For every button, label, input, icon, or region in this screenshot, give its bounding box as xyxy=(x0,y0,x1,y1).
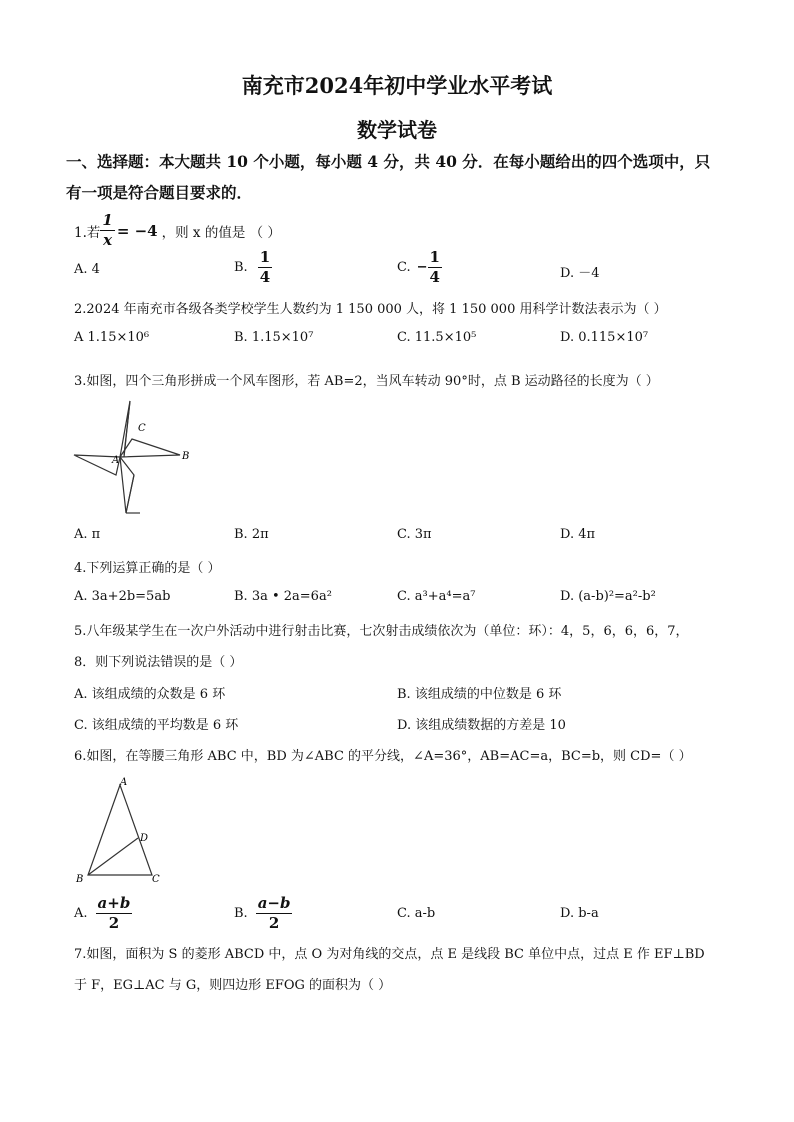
q1-b-den: 4 xyxy=(259,268,271,286)
exam-subtitle: 数学试卷 xyxy=(357,118,437,142)
q1-suffix: ，则 x 的值是 （ ） xyxy=(161,224,281,241)
question-7-line2: 于 F，EG⊥AC 与 G，则四边形 EFOG 的面积为（ ） xyxy=(74,978,392,993)
q5-option-b: B. 该组成绩的中位数是 6 环 xyxy=(397,687,562,702)
section-heading-line2: 有一项是符合题目要求的． xyxy=(66,183,253,202)
q1-option-d: D. －4 xyxy=(560,266,600,281)
question-1 xyxy=(74,213,281,248)
section-heading-line1: 一、选择题：本大题共 10 个小题，每小题 4 分，共 40 分．在每小题给出的四个选项中，只 xyxy=(66,152,711,171)
question-5-line2: 8．则下列说法错误的是（ ） xyxy=(74,655,243,670)
q1-frac-den: x xyxy=(103,231,113,249)
q1-b-num: 1 xyxy=(259,248,271,266)
q1-c-den: 4 xyxy=(429,268,440,286)
question-3: 3.如图，四个三角形拼成一个风车图形，若 AB=2，当风车转动 90°时，点 B 运动路径的长度为（ ） xyxy=(74,374,659,389)
q1-option-c-sign: − xyxy=(416,260,428,275)
bisector-bd xyxy=(88,838,138,875)
q4-option-d: D. (a-b)²=a²-b² xyxy=(560,589,656,604)
q1-option-a: A. 4 xyxy=(74,262,100,277)
q2-option-c: C. 11.5×10⁵ xyxy=(397,330,477,345)
q6-a-den: 2 xyxy=(108,914,120,932)
q1-c-num: 1 xyxy=(429,248,440,266)
isosceles-triangle-figure xyxy=(70,775,165,887)
q1-option-b-frac xyxy=(258,250,272,285)
q6-option-b-label: B. xyxy=(234,906,248,921)
q6-option-d: D. b-a xyxy=(560,906,599,921)
q6-point-c-label: C xyxy=(152,874,160,885)
q6-b-num: a−b xyxy=(257,894,291,912)
q5-option-a: A. 该组成绩的众数是 6 环 xyxy=(74,687,226,702)
q3-point-b-label: B xyxy=(182,451,190,462)
q4-option-c: C. a³+a⁴=a⁷ xyxy=(397,589,476,604)
q2-option-d: D. 0.115×10⁷ xyxy=(560,330,649,345)
question-2: 2.2024 年南充市各级各类学校学生人数约为 1 150 000 人，将 1 150 000 用科学计数法表示为（ ） xyxy=(74,302,667,317)
q1-option-b-label: B. xyxy=(234,260,248,275)
q3-option-a: A. π xyxy=(74,527,101,542)
q6-option-b-frac xyxy=(256,896,293,931)
q3-point-a-label: A xyxy=(112,455,120,466)
pinwheel-right-blade xyxy=(120,439,180,457)
q2-option-b: B. 1.15×10⁷ xyxy=(234,330,314,345)
question-6: 6.如图，在等腰三角形 ABC 中，BD 为∠ABC 的平分线，∠A=36°，AB=AC=a，BC=b，则 CD=（ ） xyxy=(74,749,692,764)
q3-option-d: D. 4π xyxy=(560,527,596,542)
q1-frac-num: 1 xyxy=(102,211,113,229)
q6-point-d-label: D xyxy=(140,833,149,844)
q6-option-a-frac xyxy=(96,896,133,931)
q5-option-d: D. 该组成绩数据的方差是 10 xyxy=(397,718,566,733)
q6-point-a-label: A xyxy=(120,777,128,788)
q1-prefix: 1.若 xyxy=(74,224,101,241)
q6-option-c: C. a-b xyxy=(397,906,436,921)
q1-equation: = −4 xyxy=(116,221,158,240)
q4-option-a: A. 3a+2b=5ab xyxy=(74,589,171,604)
q6-a-num: a+b xyxy=(97,894,131,912)
triangle-abc xyxy=(88,785,152,875)
pinwheel-figure xyxy=(68,395,198,520)
q1-option-c-frac xyxy=(428,250,442,285)
q6-option-a xyxy=(74,896,132,931)
question-4: 4.下列运算正确的是（ ） xyxy=(74,561,221,576)
q6-point-b-label: B xyxy=(76,874,84,885)
q6-b-den: 2 xyxy=(268,914,280,932)
q6-option-a-label: A. xyxy=(74,906,88,921)
q5-option-c: C. 该组成绩的平均数是 6 环 xyxy=(74,718,239,733)
q1-option-c xyxy=(397,250,442,285)
q6-option-b xyxy=(234,896,292,931)
q3-point-c-label: C xyxy=(138,423,146,434)
q3-option-c: C. 3π xyxy=(397,527,432,542)
q4-option-b: B. 3a • 2a=6a² xyxy=(234,589,332,604)
q1-option-c-label: C. xyxy=(397,260,411,275)
question-5-line1: 5.八年级某学生在一次户外活动中进行射击比赛，七次射击成绩依次为（单位：环）：4，5，6，6，6，7， xyxy=(74,624,689,639)
exam-title: 南充市2024年初中学业水平考试 xyxy=(241,73,553,98)
q1-option-b xyxy=(234,250,272,285)
question-7-line1: 7.如图，面积为 S 的菱形 ABCD 中，点 O 为对角线的交点，点 E 是线段 BC 单位中点，过点 E 作 EF⊥BD xyxy=(74,947,705,962)
q1-fraction xyxy=(100,213,114,248)
q3-option-b: B. 2π xyxy=(234,527,269,542)
q2-option-a: A 1.15×10⁶ xyxy=(74,330,150,345)
